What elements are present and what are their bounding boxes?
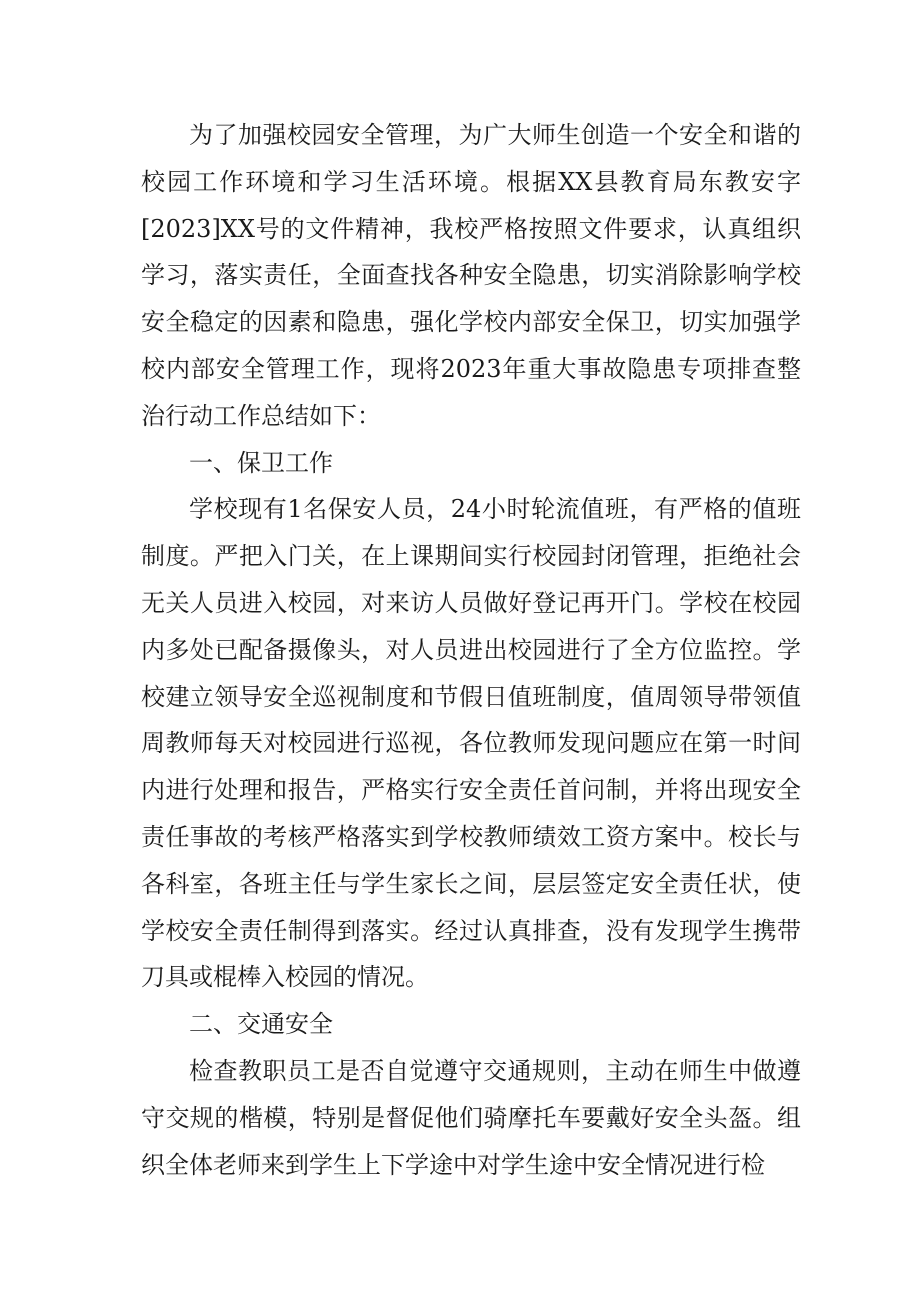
section-heading-security: 一、保卫工作: [189, 448, 333, 477]
document-body: [141, 112, 801, 1188]
traffic-paragraph: 检查教职员工是否自觉遵守交通规则，主动在师生中做遵守交规的楷模，特别是督促他们骑摩托车要戴好安全头盔。组织全体老师来到学生上下学途中对学生途中安全情况进行检: [141, 1056, 801, 1179]
security-paragraph: 学校现有1名保安人员，24小时轮流值班，有严格的值班制度。严把入门关，在上课期间实行校园封闭管理，拒绝社会无关人员进入校园，对来访人员做好登记再开门。学校在校园内多处已配备摄像头，对人员进出校园进行了全方位监控。学校建立领导安全巡视制度和节假日值班制度，值周领导带领值周教师每天对校园进行巡视，各位教师发现问题应在第一时间内进行处理和报告，严格实行安全责任首问制，并将出现安全责任事故的考核严格落实到学校教师绩效工资方案中。校长与各科室，各班主任与学生家长之间，层层签定安全责任状，使学校安全责任制得到落实。经过认真排查，没有发现学生携带刀具或棍棒入校园的情况。: [141, 495, 801, 992]
section-heading-traffic: 二、交通安全: [189, 1010, 333, 1039]
intro-paragraph: 为了加强校园安全管理，为广大师生创造一个安全和谐的校园工作环境和学习生活环境。根据XX县教育局东教安字[2023]XX号的文件精神，我校严格按照文件要求，认真组织学习，落实责任，全面查找各种安全隐患，切实消除影响学校安全稳定的因素和隐患，强化学校内部安全保卫，切实加强学校内部安全管理工作，现将2023年重大事故隐患专项排查整治行动工作总结如下：: [141, 121, 801, 430]
